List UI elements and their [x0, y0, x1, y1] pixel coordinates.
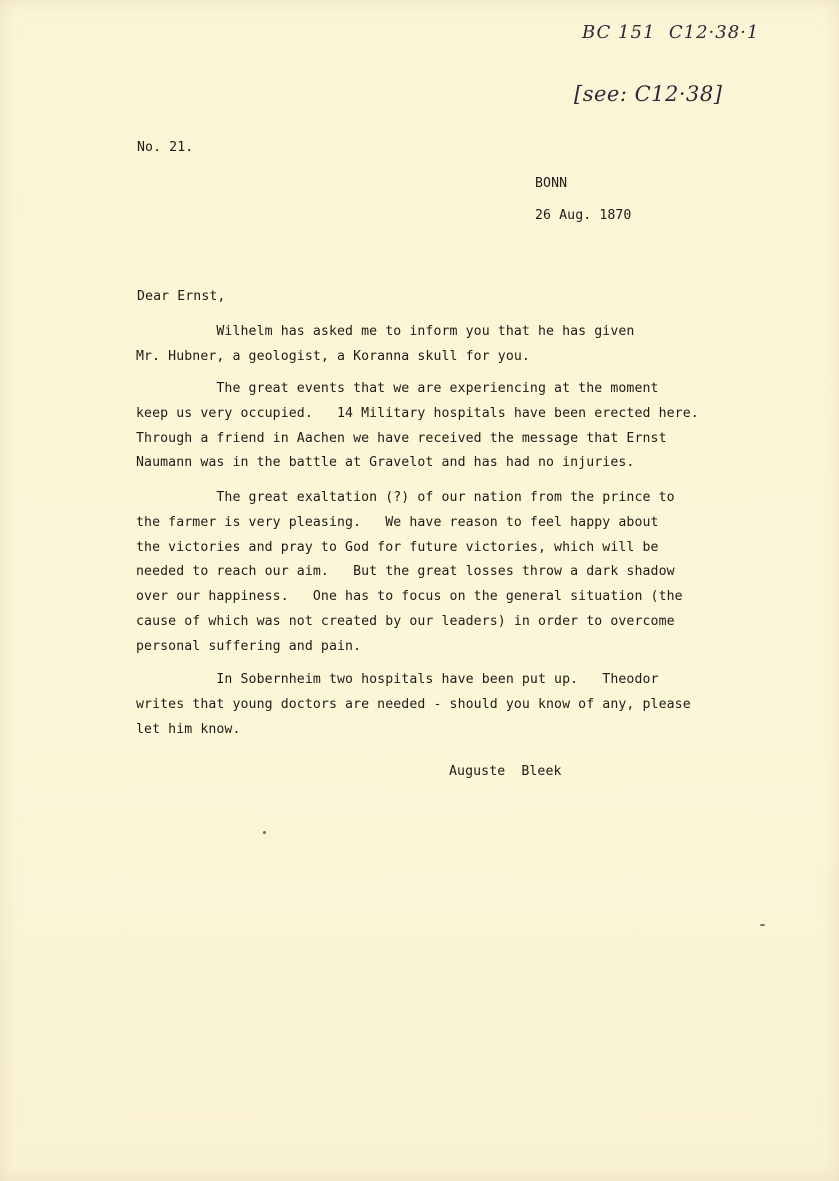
letter-place: BONN	[535, 176, 568, 191]
body-line: over our happiness. One has to focus on the general situation (the	[136, 589, 683, 605]
body-line: The great exaltation (?) of our nation from the prince to	[136, 490, 675, 505]
body-line: Naumann was in the battle at Gravelot and has had no injuries.	[136, 455, 635, 471]
body-line: writes that young doctors are needed - should you know of any, please	[136, 696, 691, 712]
body-line: The great events that we are experiencing at the moment	[136, 381, 659, 396]
signature: Auguste Bleek	[449, 764, 562, 779]
paper-speck	[760, 924, 765, 926]
paper-speck	[263, 831, 266, 834]
body-line: Through a friend in Aachen we have received the message that Ernst	[136, 430, 667, 446]
archive-reference: BC 151 C12·38·1	[582, 22, 760, 43]
letter-date: 26 Aug. 1870	[535, 208, 632, 223]
salutation: Dear Ernst,	[137, 289, 226, 304]
body-line: Wilhelm has asked me to inform you that he has given	[136, 324, 635, 339]
body-line: personal suffering and pain.	[136, 638, 362, 654]
body-line: the farmer is very pleasing. We have reason to feel happy about	[136, 514, 659, 530]
letter-number: No. 21.	[137, 140, 194, 155]
body-line: cause of which was not created by our leaders) in order to overcome	[136, 614, 675, 629]
body-line: the victories and pray to God for future victories, which will be	[136, 539, 659, 555]
body-line: keep us very occupied. 14 Military hospitals have been erected here.	[136, 405, 699, 421]
body-line: let him know.	[136, 721, 241, 737]
body-line: Mr. Hubner, a geologist, a Koranna skull for you.	[136, 348, 530, 364]
see-reference-note: [see: C12·38]	[574, 82, 723, 106]
body-line: In Sobernheim two hospitals have been put up. Theodor	[136, 672, 659, 687]
body-line: needed to reach our aim. But the great losses throw a dark shadow	[136, 564, 675, 580]
